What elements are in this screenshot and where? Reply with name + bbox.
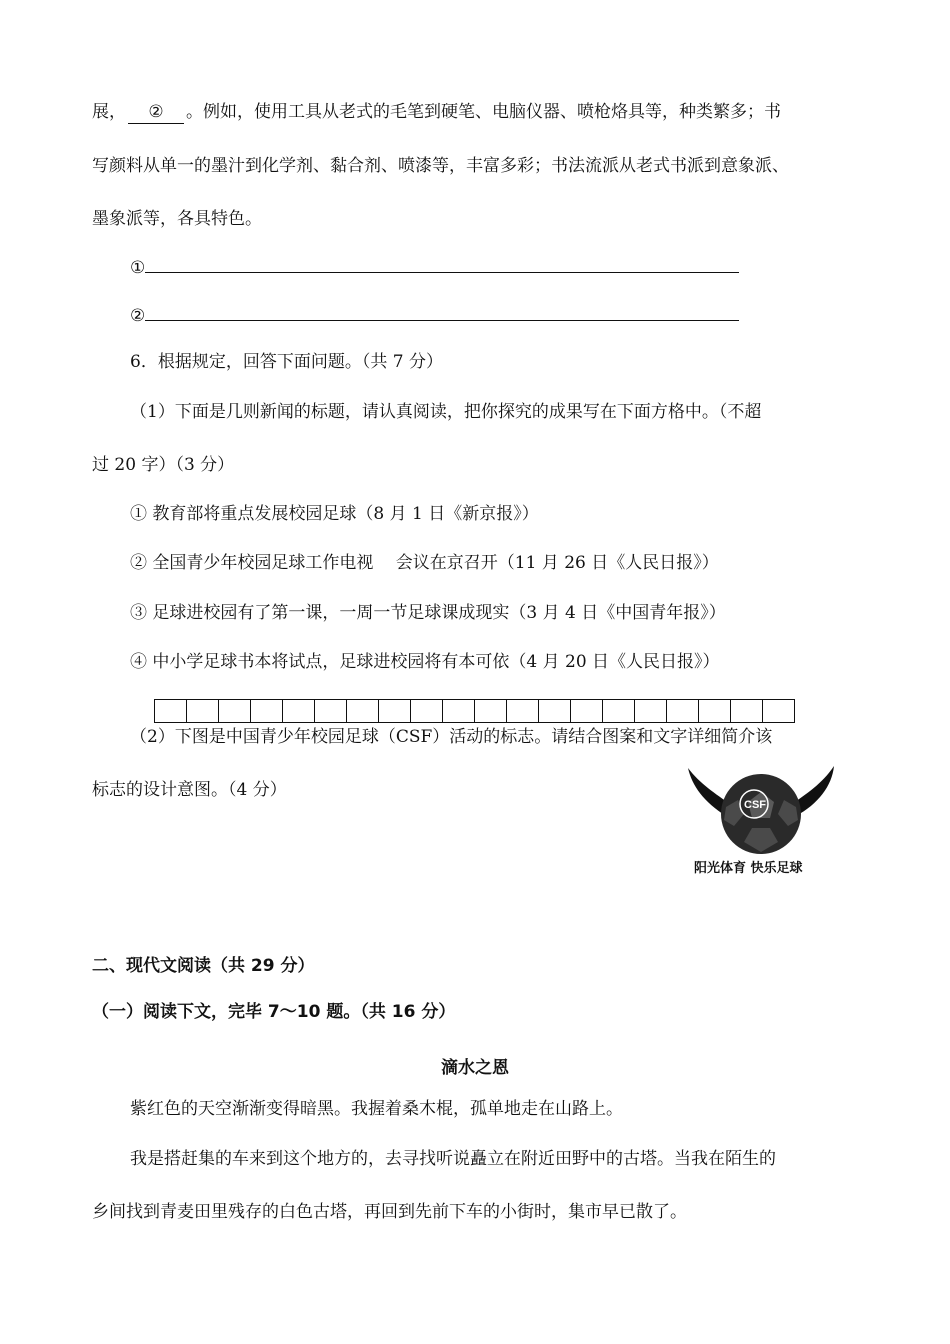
grid-cell[interactable] — [475, 699, 507, 723]
story-paragraph-2-line-2: 乡间找到青麦田里残存的白色古塔，再回到先前下车的小街时，集市早已散了。 — [92, 1202, 687, 1222]
story-paragraph-1: 紫红色的天空渐渐变得暗黑。我握着桑木棍，孤单地走在山路上。 — [130, 1099, 623, 1119]
grid-cell[interactable] — [219, 699, 251, 723]
answer-line-label: ① — [130, 258, 146, 278]
question-6-2-line-1: （2）下图是中国青少年校园足球（CSF）活动的标志。请结合图案和文字详细简介该 — [130, 727, 773, 747]
headline-1: ① 教育部将重点发展校园足球（8 月 1 日《新京报》） — [130, 504, 539, 524]
headline-3: ③ 足球进校园有了第一课，一周一节足球课成现实（3 月 4 日《中国青年报》） — [130, 603, 726, 623]
grid-cell[interactable] — [379, 699, 411, 723]
grid-cell[interactable] — [187, 699, 219, 723]
grid-cell[interactable] — [667, 699, 699, 723]
fill-blank-2[interactable]: ② — [128, 101, 184, 124]
section-2-subheading: （一）阅读下文，完毕 7～10 题。（共 16 分） — [92, 1002, 456, 1022]
answer-underline[interactable] — [145, 306, 739, 321]
answer-line-2[interactable] — [130, 305, 739, 327]
answer-line-label: ② — [130, 306, 146, 326]
grid-cell[interactable] — [699, 699, 731, 723]
answer-line-1[interactable] — [130, 257, 739, 279]
grid-cell[interactable] — [283, 699, 315, 723]
text-start: 展， — [92, 102, 126, 122]
headline-2: ② 全国青少年校园足球工作电视 会议在京召开（11 月 26 日《人民日报》） — [130, 553, 719, 573]
grid-cell[interactable] — [603, 699, 635, 723]
answer-grid[interactable] — [154, 699, 795, 723]
grid-cell[interactable] — [411, 699, 443, 723]
question-6-1-line-1: （1）下面是几则新闻的标题，请认真阅读，把你探究的成果写在下面方格中。（不超 — [130, 402, 762, 422]
logo-ball-text: CSF — [744, 799, 766, 811]
headline-4: ④ 中小学足球书本将试点，足球进校园将有本可依（4 月 20 日《人民日报》） — [130, 652, 720, 672]
story-paragraph-2-line-1: 我是搭赶集的车来到这个地方的，去寻找听说矗立在附近田野中的古塔。当我在陌生的 — [130, 1149, 776, 1169]
grid-cell[interactable] — [731, 699, 763, 723]
grid-cell[interactable] — [347, 699, 379, 723]
paragraph-line-2: 写颜料从单一的墨汁到化学剂、黏合剂、喷漆等，丰富多彩；书法流派从老式书派到意象派、 — [92, 156, 789, 176]
story-title: 滴水之恩 — [441, 1058, 509, 1078]
grid-cell[interactable] — [635, 699, 667, 723]
paragraph-line-1 — [92, 101, 781, 124]
grid-cell[interactable] — [763, 699, 795, 723]
logo-slogan: 阳光体育 快乐足球 — [694, 861, 803, 876]
question-6-title: 6．根据规定，回答下面问题。（共 7 分） — [130, 352, 443, 372]
question-6-2-line-2: 标志的设计意图。（4 分） — [92, 780, 287, 800]
paragraph-line-3: 墨象派等，各具特色。 — [92, 209, 262, 229]
grid-cell[interactable] — [251, 699, 283, 723]
grid-cell[interactable] — [571, 699, 603, 723]
grid-cell[interactable] — [443, 699, 475, 723]
text-rest: 。例如，使用工具从老式的毛笔到硬笔、电脑仪器、喷枪烙具等，种类繁多；书 — [186, 102, 781, 122]
grid-cell[interactable] — [315, 699, 347, 723]
grid-cell[interactable] — [155, 699, 187, 723]
answer-underline[interactable] — [145, 258, 739, 273]
grid-cell[interactable] — [507, 699, 539, 723]
grid-cell[interactable] — [539, 699, 571, 723]
csf-logo-image — [686, 762, 836, 880]
section-2-heading: 二、现代文阅读（共 29 分） — [92, 956, 315, 976]
question-6-1-line-2: 过 20 字）（3 分） — [92, 455, 235, 475]
